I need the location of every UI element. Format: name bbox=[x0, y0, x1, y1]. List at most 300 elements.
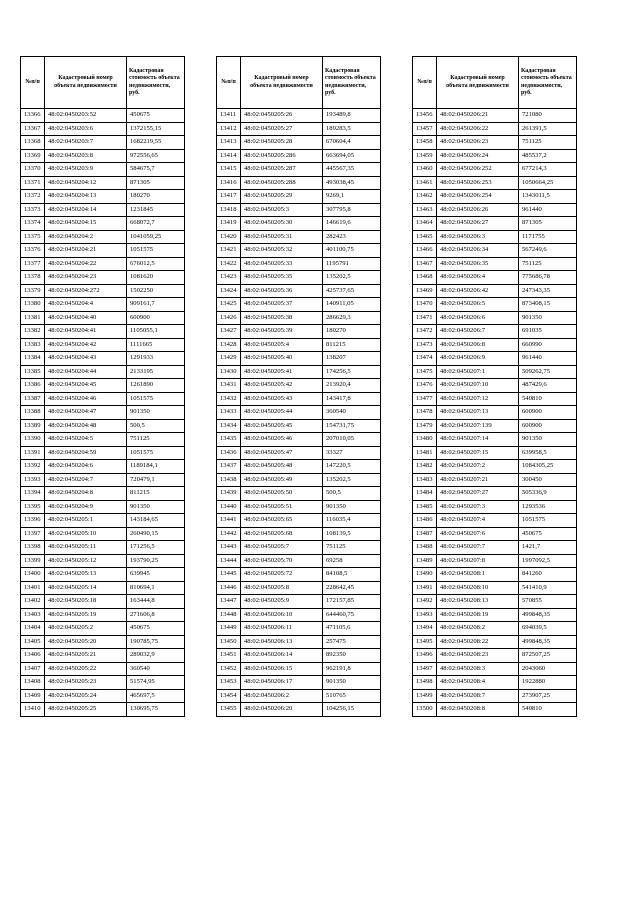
row-number: 13468 bbox=[413, 271, 437, 285]
cadastral-cost: 1231845 bbox=[127, 203, 185, 217]
cadastral-cost: 257475 bbox=[323, 635, 381, 649]
cadastral-number: 48:02:0450207:13 bbox=[437, 406, 519, 420]
table-row bbox=[21, 568, 185, 582]
cadastral-cost: 901350 bbox=[127, 406, 185, 420]
cadastral-cost: 720479,1 bbox=[127, 473, 185, 487]
row-number: 13461 bbox=[413, 176, 437, 190]
table-row bbox=[21, 203, 185, 217]
cadastral-number: 48:02:0450204:7 bbox=[45, 473, 127, 487]
cadastral-number: 48:02:0450205:19 bbox=[45, 608, 127, 622]
cadastral-cost: 499848,35 bbox=[519, 635, 577, 649]
cadastral-number: 48:02:0450205:20 bbox=[45, 635, 127, 649]
row-number: 13412 bbox=[217, 122, 241, 136]
row-number: 13415 bbox=[217, 163, 241, 177]
table-row bbox=[413, 338, 577, 352]
cadastral-cost: 639945 bbox=[127, 568, 185, 582]
cadastral-number: 48:02:0450208:23 bbox=[437, 649, 519, 663]
row-number: 13436 bbox=[217, 446, 241, 460]
table-row bbox=[217, 541, 381, 555]
table-row bbox=[217, 176, 381, 190]
cadastral-number: 48:02:0450205:32 bbox=[241, 244, 323, 258]
cadastral-number: 48:02:0450205:68 bbox=[241, 527, 323, 541]
cadastral-cost: 1195791 bbox=[323, 257, 381, 271]
row-number: 13473 bbox=[413, 338, 437, 352]
cadastral-number: 48:02:0450205:36 bbox=[241, 284, 323, 298]
row-number: 13432 bbox=[217, 392, 241, 406]
cadastral-cost: 1189184,1 bbox=[127, 460, 185, 474]
table-row bbox=[21, 689, 185, 703]
row-number: 13381 bbox=[21, 311, 45, 325]
row-number: 13375 bbox=[21, 230, 45, 244]
table-row bbox=[21, 176, 185, 190]
cadastral-cost: 180270 bbox=[323, 325, 381, 339]
cadastral-cost: 450675 bbox=[127, 109, 185, 123]
cadastral-cost: 909161,7 bbox=[127, 298, 185, 312]
cadastral-cost: 892350 bbox=[323, 649, 381, 663]
table-row bbox=[217, 554, 381, 568]
table-row bbox=[217, 595, 381, 609]
row-number: 13466 bbox=[413, 244, 437, 258]
cadastral-number: 48:02:0450204:12 bbox=[45, 176, 127, 190]
cadastral-cost: 1171755 bbox=[519, 230, 577, 244]
cadastral-number: 48:02:0450206:254 bbox=[437, 190, 519, 204]
table-row bbox=[413, 136, 577, 150]
cadastral-cost: 871305 bbox=[519, 217, 577, 231]
header-cadastral-number: Кадастровый номер объекта недвижимости bbox=[437, 57, 519, 109]
cadastral-cost: 1051575 bbox=[127, 244, 185, 258]
row-number: 13397 bbox=[21, 527, 45, 541]
row-number: 13500 bbox=[413, 703, 437, 717]
cadastral-number: 48:02:0450204:272 bbox=[45, 284, 127, 298]
cadastral-number: 48:02:0450206:4 bbox=[437, 271, 519, 285]
table-row bbox=[217, 257, 381, 271]
table-row bbox=[413, 284, 577, 298]
cadastral-cost: 1922880 bbox=[519, 676, 577, 690]
row-number: 13442 bbox=[217, 527, 241, 541]
cadastral-cost: 143184,65 bbox=[127, 514, 185, 528]
cadastral-number: 48:02:0450205:9 bbox=[241, 595, 323, 609]
cadastral-number: 48:02:0450206:10 bbox=[241, 608, 323, 622]
row-number: 13487 bbox=[413, 527, 437, 541]
row-number: 13416 bbox=[217, 176, 241, 190]
cadastral-number: 48:02:0450207:12 bbox=[437, 392, 519, 406]
cadastral-cost: 961440 bbox=[519, 352, 577, 366]
cadastral-cost: 425737,65 bbox=[323, 284, 381, 298]
cadastral-cost: 51574,95 bbox=[127, 676, 185, 690]
header-cadastral-cost: Кадастровая стоимость объекта недвижимости, руб. bbox=[323, 57, 381, 109]
cadastral-number: 48:02:0450206:26 bbox=[437, 203, 519, 217]
table-row bbox=[217, 379, 381, 393]
cadastral-cost: 1105055,1 bbox=[127, 325, 185, 339]
row-number: 13408 bbox=[21, 676, 45, 690]
table-row bbox=[217, 298, 381, 312]
cadastral-cost: 130695,75 bbox=[127, 703, 185, 717]
cadastral-number: 48:02:0450206:17 bbox=[241, 676, 323, 690]
table-row bbox=[413, 433, 577, 447]
cadastral-cost: 135202,5 bbox=[323, 473, 381, 487]
table-row bbox=[217, 109, 381, 123]
cadastral-number: 48:02:0450204:43 bbox=[45, 352, 127, 366]
row-number: 13372 bbox=[21, 190, 45, 204]
row-number: 13458 bbox=[413, 136, 437, 150]
cadastral-cost: 811215 bbox=[127, 487, 185, 501]
cadastral-number: 48:02:0450203:8 bbox=[45, 149, 127, 163]
row-number: 13448 bbox=[217, 608, 241, 622]
row-number: 13378 bbox=[21, 271, 45, 285]
row-number: 13370 bbox=[21, 163, 45, 177]
table-row bbox=[21, 460, 185, 474]
row-number: 13379 bbox=[21, 284, 45, 298]
cadastral-cost: 273907,25 bbox=[519, 689, 577, 703]
cadastral-number: 48:02:0450206:7 bbox=[437, 325, 519, 339]
cadastral-number: 48:02:0450204:48 bbox=[45, 419, 127, 433]
table-row bbox=[21, 446, 185, 460]
row-number: 13369 bbox=[21, 149, 45, 163]
cadastral-cost: 450675 bbox=[127, 622, 185, 636]
table-row bbox=[21, 257, 185, 271]
cadastral-cost: 1421,7 bbox=[519, 541, 577, 555]
row-number: 13410 bbox=[21, 703, 45, 717]
cadastral-number: 48:02:0450206:42 bbox=[437, 284, 519, 298]
table-row bbox=[21, 149, 185, 163]
cadastral-cost: 751125 bbox=[519, 257, 577, 271]
table-row bbox=[217, 217, 381, 231]
row-number: 13482 bbox=[413, 460, 437, 474]
table-row bbox=[413, 203, 577, 217]
cadastral-number: 48:02:0450206:23 bbox=[437, 136, 519, 150]
row-number: 13393 bbox=[21, 473, 45, 487]
cadastral-number: 48:02:0450204:4 bbox=[45, 298, 127, 312]
cadastral-number: 48:02:0450206:13 bbox=[241, 635, 323, 649]
table-row bbox=[413, 703, 577, 717]
table-row bbox=[217, 649, 381, 663]
cadastral-cost: 193489,8 bbox=[323, 109, 381, 123]
cadastral-cost: 500,5 bbox=[323, 487, 381, 501]
row-number: 13414 bbox=[217, 149, 241, 163]
cadastral-number: 48:02:0450207:14 bbox=[437, 433, 519, 447]
row-number: 13394 bbox=[21, 487, 45, 501]
row-number: 13485 bbox=[413, 500, 437, 514]
row-number: 13384 bbox=[21, 352, 45, 366]
row-number: 13497 bbox=[413, 662, 437, 676]
table-row bbox=[217, 568, 381, 582]
table-row bbox=[217, 608, 381, 622]
cadastral-cost: 163444,8 bbox=[127, 595, 185, 609]
cadastral-number: 48:02:0450205:30 bbox=[241, 217, 323, 231]
table-row bbox=[413, 622, 577, 636]
row-number: 13402 bbox=[21, 595, 45, 609]
cadastral-number: 48:02:0450206:9 bbox=[437, 352, 519, 366]
row-number: 13413 bbox=[217, 136, 241, 150]
cadastral-number: 48:02:0450208:2 bbox=[437, 622, 519, 636]
cadastral-cost: 901350 bbox=[127, 500, 185, 514]
cadastral-number: 48:02:0450204:59 bbox=[45, 446, 127, 460]
table-row bbox=[413, 244, 577, 258]
table-row bbox=[21, 230, 185, 244]
cadastral-number: 48:02:0450205:49 bbox=[241, 473, 323, 487]
cadastral-cost: 147220,5 bbox=[323, 460, 381, 474]
cadastral-cost: 1293536 bbox=[519, 500, 577, 514]
cadastral-cost: 676012,5 bbox=[127, 257, 185, 271]
cadastral-cost: 600900 bbox=[519, 419, 577, 433]
cadastral-cost: 1050664,25 bbox=[519, 176, 577, 190]
table-row bbox=[413, 662, 577, 676]
table-row bbox=[217, 703, 381, 717]
row-number: 13385 bbox=[21, 365, 45, 379]
cadastral-number: 48:02:0450206:2 bbox=[241, 689, 323, 703]
cadastral-number: 48:02:0450207:3 bbox=[437, 500, 519, 514]
table-row bbox=[21, 419, 185, 433]
cadastral-cost: 1291933 bbox=[127, 352, 185, 366]
cadastral-number: 48:02:0450206:22 bbox=[437, 122, 519, 136]
row-number: 13452 bbox=[217, 662, 241, 676]
cadastral-cost: 282423 bbox=[323, 230, 381, 244]
cadastral-cost: 751125 bbox=[519, 136, 577, 150]
row-number: 13490 bbox=[413, 568, 437, 582]
cadastral-cost: 228642,45 bbox=[323, 581, 381, 595]
row-number: 13395 bbox=[21, 500, 45, 514]
row-number: 13400 bbox=[21, 568, 45, 582]
table-row bbox=[217, 460, 381, 474]
cadastral-cost: 540810 bbox=[519, 392, 577, 406]
row-number: 13474 bbox=[413, 352, 437, 366]
row-number: 13368 bbox=[21, 136, 45, 150]
cadastral-number: 48:02:0450206:6 bbox=[437, 311, 519, 325]
row-number: 13462 bbox=[413, 190, 437, 204]
cadastral-number: 48:02:0450205:26 bbox=[241, 109, 323, 123]
table-row bbox=[217, 230, 381, 244]
cadastral-cost: 670604,4 bbox=[323, 136, 381, 150]
row-number: 13491 bbox=[413, 581, 437, 595]
cadastral-number: 48:02:0450205:11 bbox=[45, 541, 127, 555]
cadastral-number: 48:02:0450205:44 bbox=[241, 406, 323, 420]
table-row bbox=[413, 595, 577, 609]
table-row bbox=[217, 365, 381, 379]
table-row bbox=[413, 325, 577, 339]
row-number: 13483 bbox=[413, 473, 437, 487]
cadastral-number: 48:02:0450206:35 bbox=[437, 257, 519, 271]
table-row bbox=[21, 541, 185, 555]
cadastral-cost: 1084305,25 bbox=[519, 460, 577, 474]
row-number: 13439 bbox=[217, 487, 241, 501]
row-number: 13494 bbox=[413, 622, 437, 636]
row-number: 13445 bbox=[217, 568, 241, 582]
row-number: 13421 bbox=[217, 244, 241, 258]
cadastral-number: 48:02:0450205:7 bbox=[241, 541, 323, 555]
cadastral-cost: 600900 bbox=[519, 406, 577, 420]
cadastral-cost: 871305 bbox=[127, 176, 185, 190]
table-row bbox=[21, 608, 185, 622]
row-number: 13382 bbox=[21, 325, 45, 339]
cadastral-number: 48:02:0450203:6 bbox=[45, 122, 127, 136]
table-row bbox=[217, 338, 381, 352]
table-row bbox=[21, 109, 185, 123]
row-number: 13403 bbox=[21, 608, 45, 622]
row-number: 13405 bbox=[21, 635, 45, 649]
cadastral-number: 48:02:0450206:21 bbox=[437, 109, 519, 123]
row-number: 13426 bbox=[217, 311, 241, 325]
cadastral-cost: 213920,4 bbox=[323, 379, 381, 393]
cadastral-cost: 193790,25 bbox=[127, 554, 185, 568]
table-row bbox=[21, 136, 185, 150]
row-number: 13380 bbox=[21, 298, 45, 312]
cadastral-cost: 775686,78 bbox=[519, 271, 577, 285]
row-number: 13406 bbox=[21, 649, 45, 663]
row-number: 13422 bbox=[217, 257, 241, 271]
cadastral-number: 48:02:0450205:47 bbox=[241, 446, 323, 460]
row-number: 13387 bbox=[21, 392, 45, 406]
row-number: 13433 bbox=[217, 406, 241, 420]
cadastral-number: 48:02:0450204:41 bbox=[45, 325, 127, 339]
table-row bbox=[21, 311, 185, 325]
row-number: 13470 bbox=[413, 298, 437, 312]
table-row bbox=[413, 163, 577, 177]
table-row bbox=[21, 325, 185, 339]
cadastral-cost: 677214,3 bbox=[519, 163, 577, 177]
cadastral-number: 48:02:0450207:27 bbox=[437, 487, 519, 501]
cadastral-cost: 247343,35 bbox=[519, 284, 577, 298]
row-number: 13411 bbox=[217, 109, 241, 123]
cadastral-number: 48:02:0450206:20 bbox=[241, 703, 323, 717]
cadastral-number: 48:02:0450205:41 bbox=[241, 365, 323, 379]
cadastral-number: 48:02:0450205:65 bbox=[241, 514, 323, 528]
table-row bbox=[217, 392, 381, 406]
table-row bbox=[413, 676, 577, 690]
cadastral-number: 48:02:0450205:10 bbox=[45, 527, 127, 541]
cadastral-number: 48:02:0450205:27 bbox=[241, 122, 323, 136]
cadastral-cost: 810694,1 bbox=[127, 581, 185, 595]
table-row bbox=[217, 500, 381, 514]
table-row bbox=[21, 473, 185, 487]
table-row bbox=[217, 352, 381, 366]
table-row bbox=[413, 608, 577, 622]
table-row bbox=[413, 392, 577, 406]
cadastral-number: 48:02:0450206:24 bbox=[437, 149, 519, 163]
table-header-row bbox=[413, 57, 577, 109]
row-number: 13484 bbox=[413, 487, 437, 501]
cadastral-number: 48:02:0450205:288 bbox=[241, 176, 323, 190]
cadastral-number: 48:02:0450205:21 bbox=[45, 649, 127, 663]
table-row bbox=[413, 568, 577, 582]
cadastral-number: 48:02:0450207:2 bbox=[437, 460, 519, 474]
cadastral-number: 48:02:0450207:21 bbox=[437, 473, 519, 487]
table-row bbox=[217, 527, 381, 541]
cadastral-number: 48:02:0450205:48 bbox=[241, 460, 323, 474]
table-row bbox=[217, 689, 381, 703]
cadastral-cost: 104256,15 bbox=[323, 703, 381, 717]
row-number: 13423 bbox=[217, 271, 241, 285]
row-number: 13396 bbox=[21, 514, 45, 528]
cadastral-cost: 1081620 bbox=[127, 271, 185, 285]
row-number: 13371 bbox=[21, 176, 45, 190]
cadastral-cost: 135202,5 bbox=[323, 271, 381, 285]
cadastral-number: 48:02:0450205:33 bbox=[241, 257, 323, 271]
cadastral-cost: 108139,5 bbox=[323, 527, 381, 541]
cadastral-table-1 bbox=[20, 56, 185, 717]
cadastral-number: 48:02:0450208:8 bbox=[437, 703, 519, 717]
row-number: 13401 bbox=[21, 581, 45, 595]
cadastral-cost: 271606,8 bbox=[127, 608, 185, 622]
cadastral-number: 48:02:0450204:22 bbox=[45, 257, 127, 271]
row-number: 13388 bbox=[21, 406, 45, 420]
row-number: 13391 bbox=[21, 446, 45, 460]
cadastral-number: 48:02:0450206:8 bbox=[437, 338, 519, 352]
table-row bbox=[21, 271, 185, 285]
table-row bbox=[413, 460, 577, 474]
cadastral-cost: 138207 bbox=[323, 352, 381, 366]
cadastral-number: 48:02:0450207:4 bbox=[437, 514, 519, 528]
cadastral-cost: 751125 bbox=[127, 433, 185, 447]
cadastral-number: 48:02:0450205:51 bbox=[241, 500, 323, 514]
row-number: 13377 bbox=[21, 257, 45, 271]
header-cadastral-number: Кадастровый номер объекта недвижимости bbox=[45, 57, 127, 109]
table-row bbox=[21, 244, 185, 258]
cadastral-number: 48:02:0450204:15 bbox=[45, 217, 127, 231]
cadastral-number: 48:02:0450204:47 bbox=[45, 406, 127, 420]
table-row bbox=[21, 649, 185, 663]
table-row bbox=[21, 581, 185, 595]
cadastral-cost: 172157,85 bbox=[323, 595, 381, 609]
row-number: 13449 bbox=[217, 622, 241, 636]
row-number: 13498 bbox=[413, 676, 437, 690]
cadastral-cost: 360540 bbox=[127, 662, 185, 676]
cadastral-number: 48:02:0450207:8 bbox=[437, 554, 519, 568]
header-num: №п/п bbox=[217, 57, 241, 109]
cadastral-number: 48:02:0450205:39 bbox=[241, 325, 323, 339]
table-row bbox=[21, 622, 185, 636]
row-number: 13464 bbox=[413, 217, 437, 231]
row-number: 13492 bbox=[413, 595, 437, 609]
cadastral-cost: 811215 bbox=[323, 338, 381, 352]
row-number: 13427 bbox=[217, 325, 241, 339]
row-number: 13407 bbox=[21, 662, 45, 676]
cadastral-cost: 261391,5 bbox=[519, 122, 577, 136]
cadastral-cost: 691035 bbox=[519, 325, 577, 339]
cadastral-cost: 668072,7 bbox=[127, 217, 185, 231]
cadastral-cost: 873408,15 bbox=[519, 298, 577, 312]
row-number: 13454 bbox=[217, 689, 241, 703]
row-number: 13447 bbox=[217, 595, 241, 609]
cadastral-number: 48:02:0450203:7 bbox=[45, 136, 127, 150]
table-body bbox=[21, 109, 185, 717]
cadastral-number: 48:02:0450206:27 bbox=[437, 217, 519, 231]
cadastral-cost: 1997092,5 bbox=[519, 554, 577, 568]
table-row bbox=[413, 257, 577, 271]
cadastral-cost: 189283,5 bbox=[323, 122, 381, 136]
header-num: №п/п bbox=[21, 57, 45, 109]
cadastral-cost: 33327 bbox=[323, 446, 381, 460]
cadastral-number: 48:02:0450206:11 bbox=[241, 622, 323, 636]
table-row bbox=[413, 649, 577, 663]
table-row bbox=[413, 419, 577, 433]
cadastral-cost: 600900 bbox=[127, 311, 185, 325]
cadastral-number: 48:02:0450205:37 bbox=[241, 298, 323, 312]
cadastral-number: 48:02:0450207:10 bbox=[437, 379, 519, 393]
row-number: 13493 bbox=[413, 608, 437, 622]
cadastral-cost: 1051575 bbox=[127, 446, 185, 460]
table-row bbox=[413, 365, 577, 379]
cadastral-number: 48:02:0450205:72 bbox=[241, 568, 323, 582]
cadastral-number: 48:02:0450205:45 bbox=[241, 419, 323, 433]
table-row bbox=[21, 662, 185, 676]
table-row bbox=[217, 163, 381, 177]
cadastral-number: 48:02:0450207:6 bbox=[437, 527, 519, 541]
cadastral-number: 48:02:0450205:18 bbox=[45, 595, 127, 609]
cadastral-cost: 1041059,25 bbox=[127, 230, 185, 244]
cadastral-number: 48:02:0450204:9 bbox=[45, 500, 127, 514]
row-number: 13476 bbox=[413, 379, 437, 393]
cadastral-number: 48:02:0450205:43 bbox=[241, 392, 323, 406]
